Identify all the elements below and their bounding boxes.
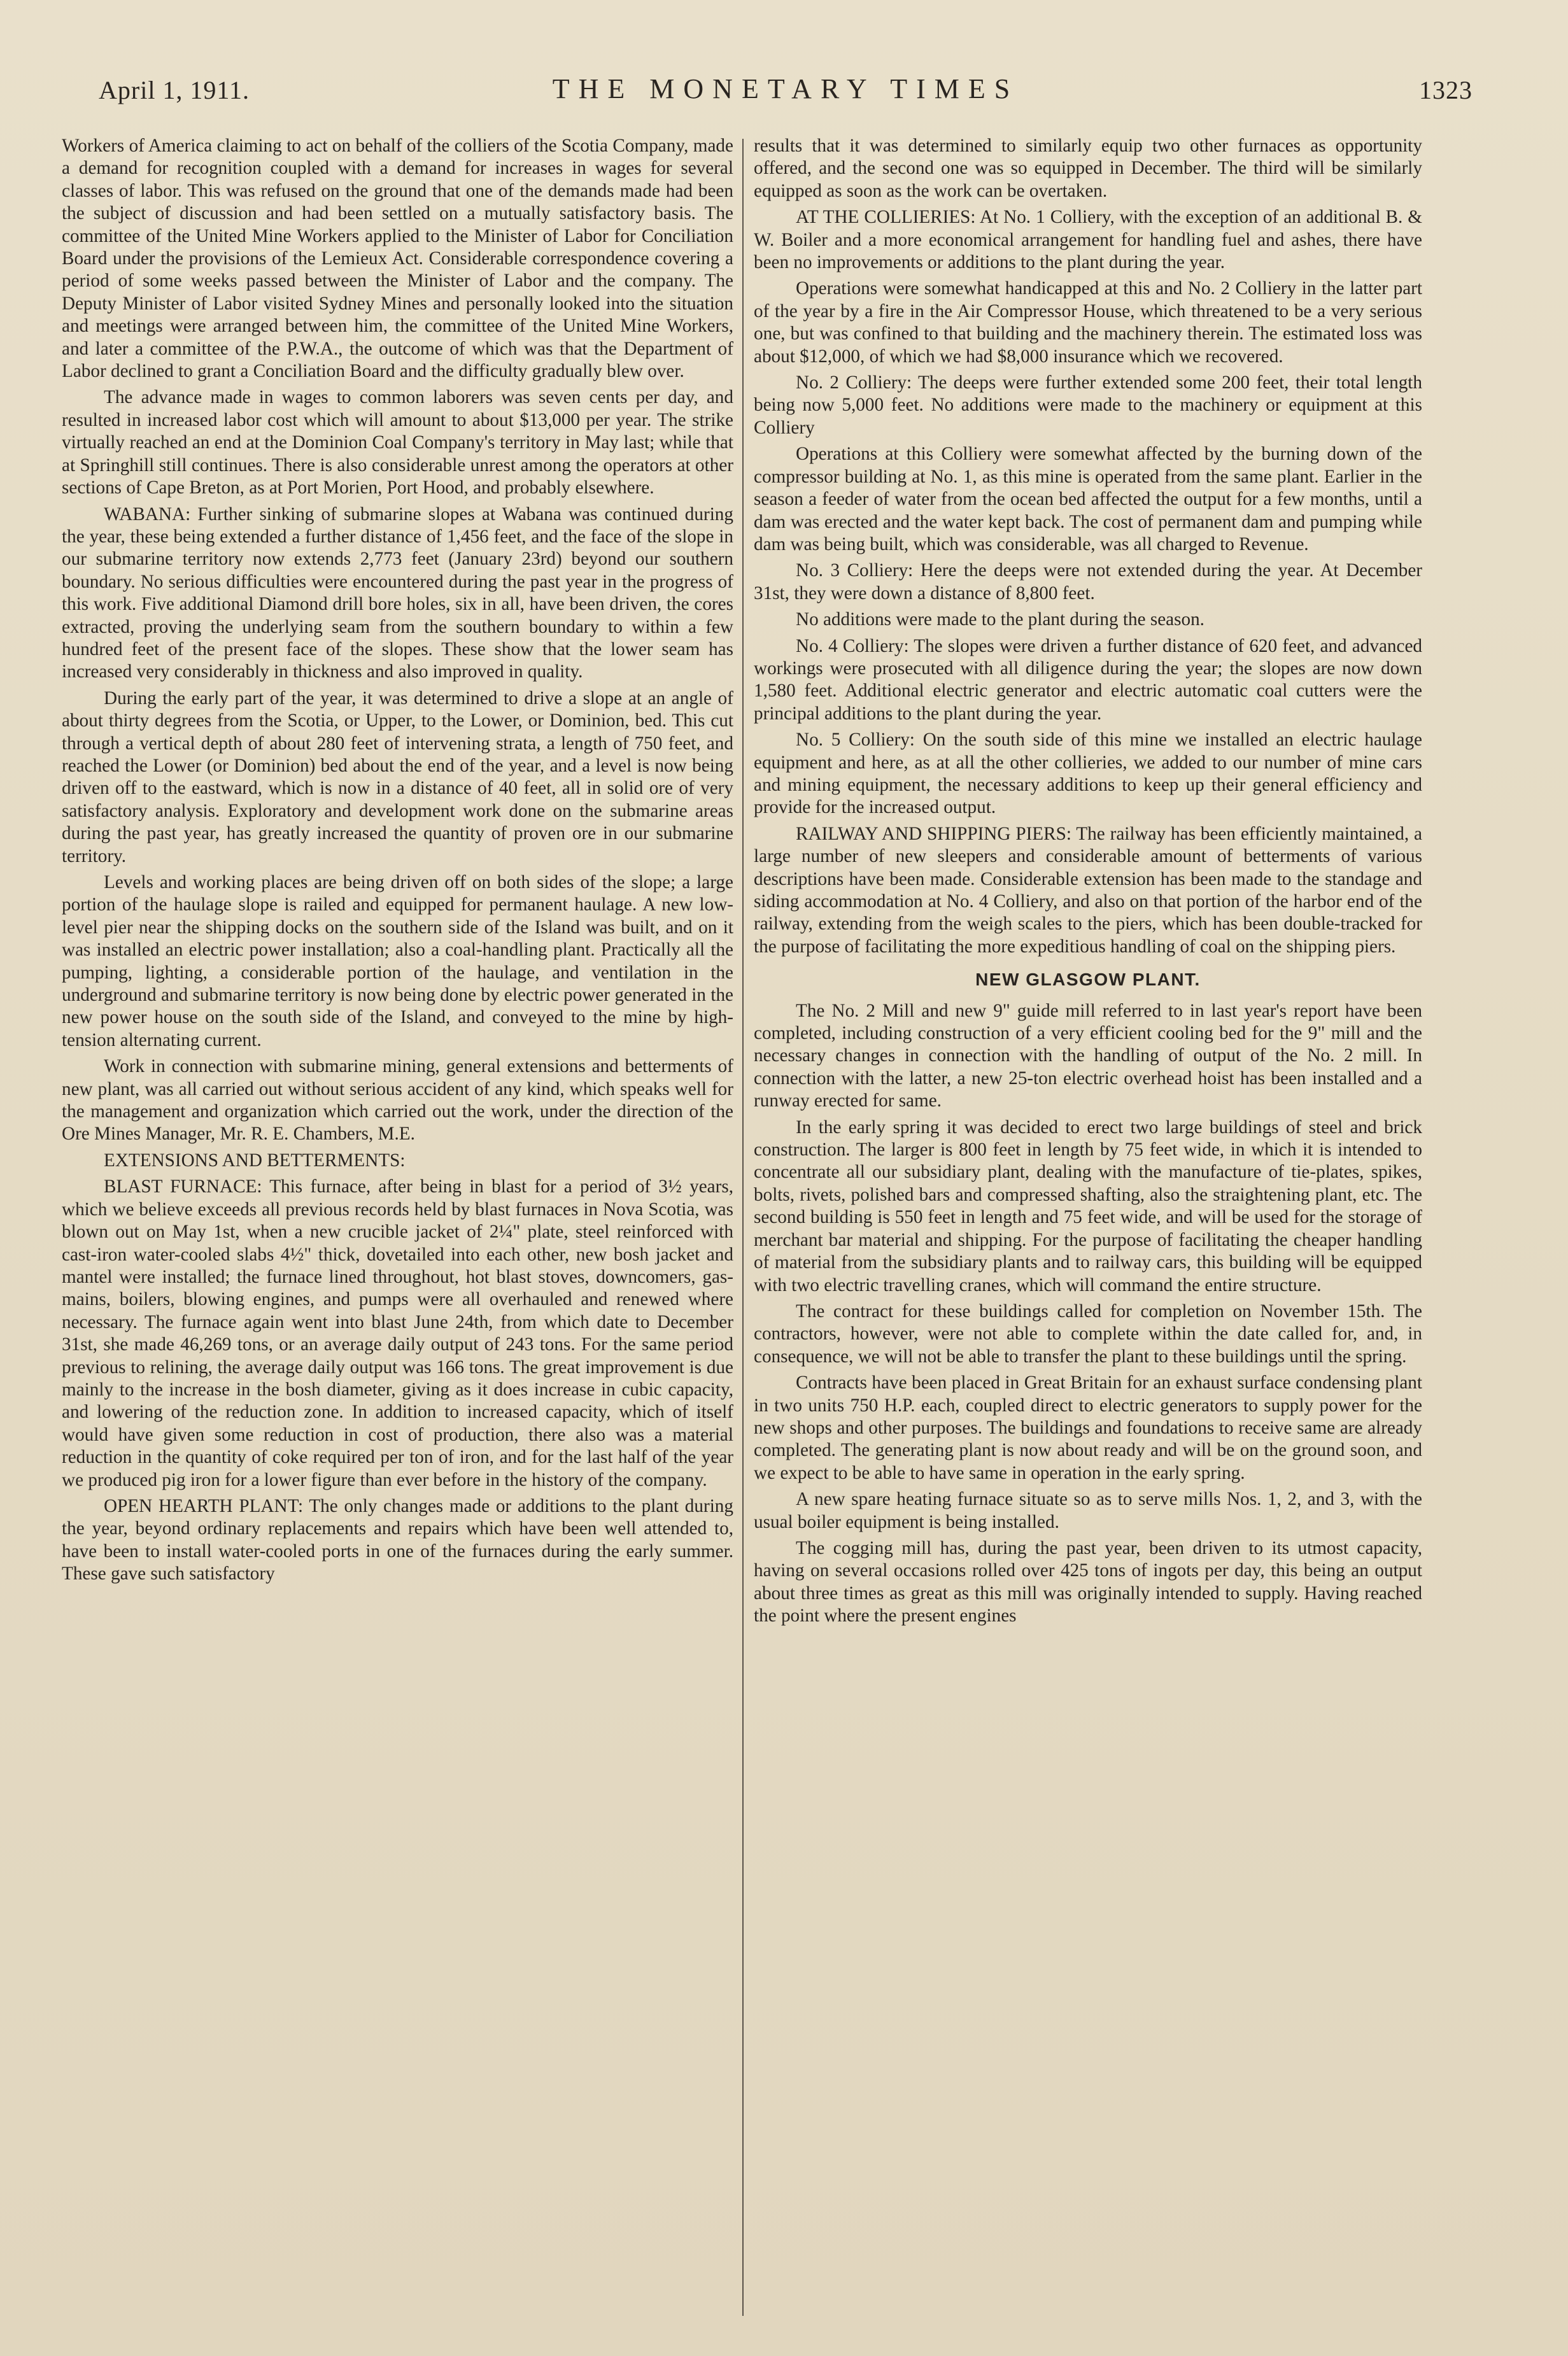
paragraph: results that it was determined to similarly equip two other furnaces as opportunity offered, and the second one was so equipped in December. The third will be similarly equipped as soon as the work can be overtaken.: [754, 136, 1422, 201]
paragraph: Work in connection with submarine mining, general extensions and betterments of new plant, was all carried out without serious accident of any kind, which speaks well for the management and organization which carried out the work, under the direction of the Ore Mines Manager, Mr. R. E. Chambers, M.E.: [62, 1056, 733, 1145]
paragraph: A new spare heating furnace situate so as to serve mills Nos. 1, 2, and 3, with the usual boiler equipment is being installed.: [754, 1489, 1422, 1532]
paragraph: Operations at this Colliery were somewhat affected by the burning down of the compressor building at No. 1, as this mine is operated from the same plant. Earlier in the season a feeder of water from the ocean bed affected the output for a few months, until a dam was erected and the water kept back. The cost of permanent dam and pumping while dam was being built, which was considerable, was all charged to Revenue.: [754, 444, 1422, 554]
paragraph: No. 3 Colliery: Here the deeps were not extended during the year. At December 31st, they were down a distance of 8,800 feet.: [754, 560, 1422, 603]
paragraph: The No. 2 Mill and new 9" guide mill referred to in last year's report have been completed, including construction of a very efficient cooling bed for the 9" mill and the necessary changes in connection with the handling of output of the No. 2 mill. In connection with the latter, a new 25-ton electric overhead hoist has been installed and a runway erected for same.: [754, 1000, 1422, 1111]
right-column: [754, 135, 1422, 2325]
paragraph: Operations were somewhat handicapped at this and No. 2 Colliery in the latter part of the year by a fire in the Air Compressor House, which threatened to be a very serious one, but was confined to that building and the machinery therein. The estimated loss was about $12,000, of which we had $8,000 insurance which we recovered.: [754, 278, 1422, 367]
paragraph: No additions were made to the plant during the season.: [796, 609, 1204, 630]
paragraph: During the early part of the year, it was determined to drive a slope at an angle of about thirty degrees from the Scotia, or Upper, to the Lower, or Dominion, bed. This cut through a vertical depth of about 280 feet of intervening strata, a length of 750 feet, and reached the Lower (or Dominion) bed about the end of the year, and a level is now being driven off to the eastward, which is now in a distance of 40 feet, all in solid ore of very satisfactory analysis. Exploratory and development work done on the submarine areas during the past year, has greatly increased the quantity of proven ore in our submarine territory.: [62, 688, 733, 866]
paragraph: No. 5 Colliery: On the south side of this mine we installed an electric haulage equipment and here, as at all the other collieries, we added to our number of mine cars and mining equipment, the necessary additions to keep up their general efficiency and provide for the increased output.: [754, 730, 1422, 818]
publication-title: THE MONETARY TIMES: [552, 73, 1019, 104]
issue-date: April 1, 1911.: [99, 76, 250, 104]
paragraph: In the early spring it was decided to erect two large buildings of steel and brick construction. The larger is 800 feet in length by 75 feet wide, in which it is intended to concentrate all our subsidiary plant, dealing with the manufacture of tie-plates, spikes, bolts, rivets, polished bars and compressed shafting, also the straightening plant, etc. The second building is 550 feet in length and 75 feet wide, and will be used for the storage of merchant bar material and shipping. For the purpose of facilitating the cheaper handling of material from the subsidiary plants and to railway cars, this building will be equipped with two electric travelling cranes, which will command the entire structure.: [754, 1117, 1422, 1295]
page-number: 1323: [1419, 76, 1473, 104]
paragraph: OPEN HEARTH PLANT: The only changes made or additions to the plant during the year, beyond ordinary replacements and repairs which have been well attended to, have been to install water-cooled ports in one of the furnaces during the early summer. These gave such satisfactory: [62, 1495, 733, 1584]
paragraph: Workers of America claiming to act on behalf of the colliers of the Scotia Company, made a demand for recognition coupled with a demand for increases in wages for several classes of labor. This was refused on the ground that one of the demands made had been the subject of discussion and had been settled on a mutually satisfactory basis. The committee of the United Mine Workers applied to the Minister of Labor for Conciliation Board under the provisions of the Lemieux Act. Considerable correspondence covering a period of some weeks passed between the Minister of Labor and the company. The Deputy Minister of Labor visited Sydney Mines and personally looked into the situation and meetings were arranged between him, the committee of the United Mine Workers, and later a committee of the P.W.A., the outcome of which was that the Department of Labor declined to grant a Conciliation Board and the difficulty gradually blew over.: [62, 136, 733, 382]
paragraph: EXTENSIONS AND BETTERMENTS:: [104, 1150, 406, 1171]
paragraph: The advance made in wages to common laborers was seven cents per day, and resulted in increased labor cost which will amount to about $13,000 per year. The strike virtually reached an end at the Dominion Coal Company's territory in May last; while that at Springhill still continues. There is also considerable unrest among the operators at other sections of Cape Breton, as at Port Morien, Port Hood, and probably elsewhere.: [62, 387, 733, 498]
paragraph: The contract for these buildings called for completion on November 15th. The contractors, however, were not able to complete within the date called for, and, in consequence, we will not be able to transfer the plant to these buildings until the spring.: [754, 1301, 1422, 1367]
paragraph: Contracts have been placed in Great Britain for an exhaust surface condensing plant in two units 750 H.P. each, coupled direct to electric generators to supply power for the new shops and other purposes. The buildings and foundations to receive same are already completed. The generating plant is now about ready and will be on the ground soon, and we expect to be able to have same in operation in the early spring.: [754, 1372, 1422, 1483]
paragraph: BLAST FURNACE: This furnace, after being in blast for a period of 3½ years, which we believe exceeds all previous records held by blast furnaces in Nova Scotia, was blown out on May 1st, when a new crucible jacket of 2¼" plate, steel reinforced with cast-iron water-cooled slabs 4½" thick, dovetailed into each other, new bosh jacket and mantel were installed; the furnace lined throughout, hot blast stoves, downcomers, gas-mains, boilers, blowing engines, and pumps were all overhauled and renewed where necessary. The furnace again went into blast June 24th, from which date to December 31st, she made 46,269 tons, or an average daily output of 243 tons. For the same period previous to relining, the average daily output was 166 tons. The great improvement is due mainly to the increase in the bosh diameter, giving as it does increase in cubic capacity, and lowering of the reduction zone. In addition to increased capacity, which of itself would have given some reduction in cost of production, there also was a material reduction in the quantity of coke required per ton of iron, and for the last half of the year we produced pig iron for a lower figure than ever before in the history of the company.: [62, 1176, 733, 1490]
column-rule: [742, 139, 744, 2316]
paragraph: WABANA: Further sinking of submarine slopes at Wabana was continued during the year, these being extended a further distance of 1,456 feet, and the face of the slope in our submarine territory now extends 2,773 feet (January 23rd) beyond our southern boundary. No serious difficulties were encountered during the past year in the progress of this work. Five additional Diamond drill bore holes, six in all, have been driven, the cores extracted, proving the underlying seam from the southern boundary to within a few hundred feet of the present face of the slopes. These show that the lower seam has increased very considerably in thickness and also improved in quality.: [62, 504, 733, 682]
paragraph: The cogging mill has, during the past year, been driven to its utmost capacity, having on several occasions rolled over 425 tons of ingots per day, this being an output about three times as great as this mill was originally intended to supply. Having reached the point where the present engines: [754, 1537, 1422, 1626]
paragraph: No. 4 Colliery: The slopes were driven a further distance of 620 feet, and advanced workings were prosecuted with all diligence during the year; the slopes are now down 1,580 feet. Additional electric generator and electric automatic coal cutters were the principal additions to the plant during the year.: [754, 635, 1422, 724]
left-column: [62, 135, 733, 2325]
page-header: [99, 75, 1473, 120]
paragraph: RAILWAY AND SHIPPING PIERS: The railway has been efficiently maintained, a large number of new sleepers and considerable amount of betterments of various descriptions have been made. Considerable extension has been made to the standage and siding accommodation at No. 4 Colliery, and also on that portion of the harbor end of the railway, extending from the weigh scales to the piers, which has been double-tracked for the purpose of facilitating the more expeditious handling of coal on the shipping piers.: [754, 823, 1422, 957]
section-heading: NEW GLASGOW PLANT.: [975, 970, 1201, 990]
paragraph: No. 2 Colliery: The deeps were further extended some 200 feet, their total length being now 5,000 feet. No additions were made to the machinery or equipment at this Colliery: [754, 372, 1422, 438]
paragraph: Levels and working places are being driven off on both sides of the slope; a large portion of the haulage slope is railed and equipped for permanent haulage. A new low-level pier near the shipping docks on the southern side of the Island was built, and on it was installed an electric power installation; also a coal-handling plant. Practically all the pumping, lighting, a considerable portion of the haulage, and ventilation in the underground and submarine territory is now being done by electric power generated in the new power house on the south side of the Island, and conveyed to the mine by high-tension alternating current.: [62, 872, 733, 1050]
paragraph: AT THE COLLIERIES: At No. 1 Colliery, with the exception of an additional B. & W. Boiler and a more economical arrangement for handling fuel and ashes, there have been no improvements or additions to the plant during the year.: [754, 207, 1422, 273]
